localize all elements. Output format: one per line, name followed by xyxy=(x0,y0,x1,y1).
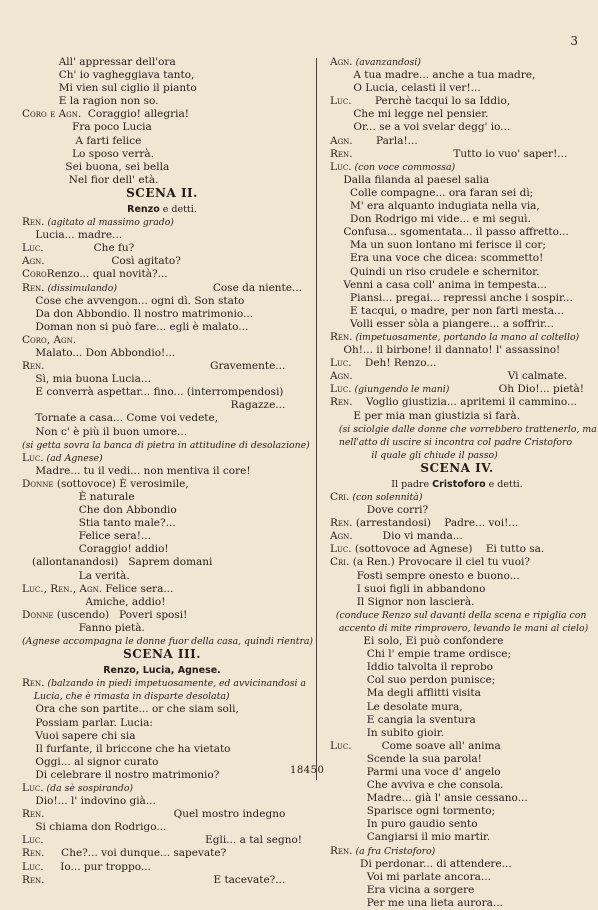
stage-direction: nell'atto di uscire si incontra col padre Cristoforo xyxy=(330,436,573,448)
speaker-label: Donne xyxy=(22,477,54,490)
verse-text: Iddio talvolta il reprobo xyxy=(330,661,493,674)
verse-line xyxy=(22,717,302,730)
verse-text: All' appressar dell'ora xyxy=(22,56,176,68)
stage-direction: Lucia, che è rimasta in disparte desolata) xyxy=(22,691,230,703)
verse-text: Renzo... qual novità?... xyxy=(46,268,168,281)
verse-text: Dio vi manda... xyxy=(352,530,463,543)
verse-text: Colle compagne... ora faran sei dì; xyxy=(330,186,534,199)
speaker-label: Donne xyxy=(22,608,54,621)
verse-line xyxy=(330,831,584,844)
stage-direction: (avanzandosi) xyxy=(352,57,421,68)
verse-text: Sparisce ogni tormento; xyxy=(330,805,496,818)
verse-line xyxy=(330,423,597,436)
verse-line xyxy=(22,308,302,321)
verse-line xyxy=(22,530,302,543)
verse-line xyxy=(330,845,584,858)
verse-text: Era vicina a sorgere xyxy=(330,883,475,896)
verse-line xyxy=(330,661,584,674)
verse-line xyxy=(330,674,584,687)
verse-line xyxy=(330,543,584,556)
verse-line xyxy=(22,56,302,69)
verse-line xyxy=(330,583,584,596)
stage-direction: il quale gli chiude il passo) xyxy=(330,449,498,461)
verse-text: Che avviva e che consola. xyxy=(330,779,504,792)
verse-line xyxy=(330,740,584,753)
verse-line xyxy=(22,556,302,569)
verse-text: Di celebrare il nostro matrimonio? xyxy=(22,768,220,781)
verse-text: (sottovoce ad Agnese) Ei tutto sa. xyxy=(351,543,545,556)
verse-line xyxy=(330,622,589,635)
verse-line xyxy=(22,242,302,255)
verse-line xyxy=(330,884,584,897)
stage-direction: (balzando in piedi impetuosamente, ed avvicinandosi a xyxy=(44,678,306,690)
stage-direction: (agitato al massimo grado) xyxy=(44,217,174,229)
verse-text: Coraggio! addio! xyxy=(22,543,169,556)
stage-direction: (si getta sovra la banca di pietra in attitudine di desolazione) xyxy=(22,439,310,451)
verse-text: Lucia... madre... xyxy=(22,229,123,242)
verse-line xyxy=(22,609,302,622)
stage-direction: (impetuosamente, portando la mano al coltello) xyxy=(352,331,580,343)
verse-text: Lo sposo verrà. xyxy=(22,147,154,160)
verse-text: Che?... voi dunque... sapevate? xyxy=(44,847,227,860)
speaker-label: Ren. xyxy=(22,808,45,821)
verse-text: Doman non si può fare... egli è malato... xyxy=(22,320,249,333)
verse-line xyxy=(22,769,302,782)
verse-line xyxy=(330,792,584,805)
verse-line xyxy=(22,730,302,743)
verse-line xyxy=(22,795,302,808)
verse-line xyxy=(22,295,302,308)
character-name: e detti. xyxy=(159,203,197,215)
verse-text: Sì, mia buona Lucia... xyxy=(22,373,151,386)
verse-line xyxy=(22,360,302,373)
verse-line xyxy=(330,357,584,370)
verse-text: Don Rodrigo mi vide... e mi seguì. xyxy=(330,213,531,226)
verse-line xyxy=(330,187,584,200)
verse-text: Confusa... sgomentata... il passo affretto... xyxy=(330,226,569,239)
verse-text: Per me una lieta aurora... xyxy=(330,896,503,909)
verse-text: M' era alquanto indugiata nella via, xyxy=(330,200,540,213)
verse-text: Perchè tacqui lo sa Iddio, xyxy=(351,95,511,108)
verse-line xyxy=(330,292,584,305)
verse-text: Fanno pietà. xyxy=(22,621,145,634)
verse-text: Felice sera... xyxy=(102,582,174,595)
verse-text: Madre... già l' ansie cessano... xyxy=(330,792,528,805)
verse-text: Tornate a casa... Come voi vedete, xyxy=(22,412,219,425)
verse-text: (allontanandosi) Saprem domani xyxy=(22,556,213,569)
verse-line xyxy=(330,504,584,517)
verse-text: (sottovoce) È verosimile, xyxy=(53,477,189,490)
verse-line xyxy=(330,121,584,134)
verse-line xyxy=(330,701,584,714)
verse-text-continued: Ragazze... xyxy=(230,399,302,412)
speaker-label: Luc. xyxy=(22,781,44,794)
verse-text: In subito gioir. xyxy=(330,726,445,739)
verse-text: Oggi... al signor curato xyxy=(22,755,159,768)
verse-text: Dalla filanda al paesel salia xyxy=(330,173,490,186)
verse-text: Deh! Renzo... xyxy=(351,357,437,370)
speaker-label: Ren. xyxy=(22,677,45,690)
character-name: Renzo, Lucia, Agnese. xyxy=(103,665,221,677)
verse-line xyxy=(330,491,584,504)
verse-text: Che fu? xyxy=(43,242,135,255)
verse-text: Vuoi sapere chi sia xyxy=(22,729,136,742)
scene-heading: SCENA II. xyxy=(126,185,198,200)
verse-line xyxy=(22,268,302,281)
verse-text: Non c' è più il buon umore... xyxy=(22,425,188,438)
page-number: 3 xyxy=(570,34,578,48)
verse-line xyxy=(330,517,584,530)
verse-line xyxy=(22,808,302,821)
verse-line xyxy=(22,465,302,478)
verse-line xyxy=(22,108,302,121)
verse-line xyxy=(22,347,302,360)
speaker-label: Agn. xyxy=(330,530,353,543)
verse-text: Nel fior dell' età. xyxy=(22,173,159,186)
stage-direction: (conduce Renzo sul davanti della scena e ripiglia con xyxy=(330,609,587,621)
verse-text: Oh!... il birbone! il dannato! l' assassino! xyxy=(330,344,561,357)
stage-direction: (si sciolgie dalle donne che vorrebbero trattenerlo, ma xyxy=(330,423,597,435)
verse-line xyxy=(22,703,302,716)
verse-text: (a Ren.) Provocare il ciel tu vuoi? xyxy=(349,556,531,569)
stage-direction: (dissimulando) xyxy=(44,282,117,294)
footer-code: 18450 xyxy=(290,765,325,776)
verse-text: Ch' io vagheggiava tanto, xyxy=(22,69,195,82)
verse-line xyxy=(22,439,310,452)
verse-line xyxy=(330,530,584,543)
scene-characters xyxy=(22,664,302,677)
stage-direction: (con solennità) xyxy=(349,492,423,503)
speaker-label: Ren. xyxy=(22,847,45,860)
verse-line xyxy=(22,282,302,295)
verse-text: Ma un suon lontano mi ferisce il cor; xyxy=(330,239,546,252)
verse-text: Possiam parlar. Lucia: xyxy=(22,716,153,729)
verse-text: Chi l' empie trame ordisce; xyxy=(330,648,512,661)
verse-text: (uscendo) Poveri sposi! xyxy=(53,608,188,621)
verse-text: Fra poco Lucia xyxy=(22,121,152,134)
verse-text: Piansi... pregai... repressi anche i sospir... xyxy=(330,291,573,304)
verse-line xyxy=(330,95,584,108)
verse-line xyxy=(330,226,584,239)
verse-text: Sei buona, sei bella xyxy=(22,160,170,173)
verse-line xyxy=(22,821,302,834)
speaker-label: Ren. xyxy=(330,330,353,343)
verse-text: Io... pur troppo... xyxy=(43,860,151,873)
speaker-label: Luc. xyxy=(330,160,352,173)
verse-line xyxy=(22,596,302,609)
verse-line xyxy=(330,556,584,569)
character-name: e detti. xyxy=(485,478,523,490)
verse-line xyxy=(330,779,584,792)
verse-text: Ma degli afflitti visita xyxy=(330,687,481,700)
verse-text-continued: Gravemente... xyxy=(210,360,302,373)
verse-line xyxy=(330,69,584,82)
speaker-label: Luc. xyxy=(22,242,44,255)
speaker-label: Luc., Ren., Agn. xyxy=(22,582,103,595)
verse-text: È naturale xyxy=(22,491,135,503)
verse-text: Stia tanto male?... xyxy=(22,517,176,530)
verse-text: Venni a casa coll' anima in tempesta... xyxy=(330,278,547,291)
verse-text: Or... se a voi svelar degg' io... xyxy=(330,121,511,134)
verse-text-continued: E tacevate?... xyxy=(213,873,302,886)
verse-line xyxy=(330,570,584,583)
verse-text: Che mi legge nel pensier. xyxy=(330,108,489,121)
verse-text-continued: Tutto io vuo' saper!... xyxy=(453,147,584,160)
verse-line xyxy=(330,766,584,779)
verse-line xyxy=(330,436,584,449)
verse-text: Era una voce che dicea: scommetto! xyxy=(330,252,544,265)
verse-text: Mi vien sul ciglio il pianto xyxy=(22,82,197,95)
verse-line xyxy=(330,648,584,661)
verse-line xyxy=(330,753,584,766)
verse-text-continued: Quel mostro indegno xyxy=(173,808,302,821)
verse-line xyxy=(330,266,584,279)
verse-line xyxy=(330,714,584,727)
stage-direction: (a fra Cristoforo) xyxy=(352,845,436,857)
verse-line xyxy=(22,491,302,504)
speaker-label: Coro e Agn. xyxy=(22,108,82,121)
verse-line xyxy=(330,239,584,252)
verse-text-continued: Vi calmate. xyxy=(507,370,584,383)
verse-line xyxy=(330,396,584,409)
verse-line xyxy=(330,596,584,609)
speaker-label: Agn. xyxy=(330,56,353,68)
verse-text: Le desolate mura, xyxy=(330,700,463,713)
verse-text: E converrà aspettar... fino... (interrompendosi) xyxy=(22,386,284,399)
speaker-label: Cri. xyxy=(330,556,350,569)
verse-line xyxy=(22,69,302,82)
scene-heading: SCENA IV. xyxy=(420,460,494,475)
verse-text: Malato... Don Abbondio!... xyxy=(22,346,176,359)
speaker-label: Ren. xyxy=(330,844,353,857)
verse-text: Volli esser sòla a piangere... a soffrir... xyxy=(330,317,554,330)
verse-text: A farti felice xyxy=(22,134,142,147)
speaker-label: Luc. xyxy=(22,860,44,873)
verse-text: Coraggio! allegria! xyxy=(81,108,189,121)
verse-text: Fosti sempre onesto e buono... xyxy=(330,569,520,582)
stage-direction: (Agnese accompagna le donne fuor della casa, quindi rientra) xyxy=(22,636,314,648)
verse-line xyxy=(22,373,302,386)
speaker-label: Agn. xyxy=(330,370,353,383)
verse-line xyxy=(330,279,584,292)
verse-line xyxy=(330,344,584,357)
verse-line xyxy=(22,677,306,690)
verse-text: Parla!... xyxy=(352,134,418,147)
verse-line xyxy=(330,449,584,462)
verse-text: Ei solo, Ei può confondere xyxy=(330,635,504,648)
speaker-label: Agn. xyxy=(330,134,353,147)
stage-direction: (da sè sospirando) xyxy=(43,782,134,794)
verse-line xyxy=(330,727,584,740)
right-column xyxy=(330,56,597,910)
scene-heading: SCENA III. xyxy=(123,647,201,662)
verse-text-continued: Cose da niente... xyxy=(212,281,302,294)
verse-text: I suoi figli in abbandono xyxy=(330,582,486,595)
verse-text-continued: Egli... a tal segno! xyxy=(205,834,302,847)
verse-line xyxy=(330,818,584,831)
verse-line xyxy=(22,216,302,229)
character-name: Il padre xyxy=(391,478,433,490)
verse-line xyxy=(330,858,584,871)
verse-line xyxy=(330,370,584,383)
verse-line xyxy=(22,782,302,795)
verse-line xyxy=(330,805,584,818)
speaker-label: Ren. xyxy=(330,147,353,160)
verse-line xyxy=(330,410,584,423)
verse-text: Quindi un riso crudele e schernitor. xyxy=(330,265,540,278)
stage-direction: (con voce commossa) xyxy=(351,161,456,173)
verse-line xyxy=(22,334,302,347)
verse-line xyxy=(330,635,584,648)
verse-line xyxy=(22,478,302,491)
speaker-label: Luc. xyxy=(330,357,352,370)
speaker-label: Ren. xyxy=(22,216,45,229)
column-divider xyxy=(316,58,317,780)
verse-text: E cangia la sventura xyxy=(330,713,476,726)
verse-line xyxy=(330,871,584,884)
verse-line xyxy=(22,504,302,517)
verse-line xyxy=(330,161,584,174)
verse-line xyxy=(330,383,584,396)
verse-line xyxy=(330,331,584,344)
verse-text: Così agitato? xyxy=(44,255,181,268)
verse-line xyxy=(22,543,302,556)
scene-characters xyxy=(330,478,584,491)
verse-line xyxy=(22,622,302,635)
verse-text: Cose che avvengon... ogni dì. Son stato xyxy=(22,294,245,307)
verse-text: Che don Abbondio xyxy=(22,504,177,517)
verse-text: Col suo perdon punisce; xyxy=(330,674,496,687)
verse-text: In puro gaudio sento xyxy=(330,818,478,831)
verse-line xyxy=(22,517,302,530)
verse-line xyxy=(22,412,302,425)
speaker-label: Ren. xyxy=(22,873,45,886)
verse-line xyxy=(330,56,584,69)
verse-line xyxy=(22,743,302,756)
speaker-label: Luc. xyxy=(330,383,352,396)
verse-line xyxy=(22,583,302,596)
stage-direction: accento di mite rimprovero, levando le mani al cielo) xyxy=(330,622,589,634)
verse-line xyxy=(22,386,302,399)
verse-line xyxy=(22,161,302,174)
verse-text: Parmi una voce d' angelo xyxy=(330,765,501,778)
speaker-label: Luc. xyxy=(330,543,352,556)
verse-text: E per mia man giustizia si farà. xyxy=(330,409,521,422)
verse-text: (arrestandosi) Padre... voi!... xyxy=(352,517,519,530)
verse-text: Madre... tu il vedi... non mentiva il core! xyxy=(22,464,251,477)
stage-direction: (giungendo le mani) xyxy=(351,384,450,396)
verse-text: E tacqui, o madre, per non farti mesta... xyxy=(330,304,565,317)
verse-text: Voi mi parlate ancora... xyxy=(330,870,491,883)
speaker-label: Ren. xyxy=(22,360,45,373)
speaker-label: Coro, Agn. xyxy=(22,333,77,346)
verse-line xyxy=(330,213,584,226)
verse-line xyxy=(22,690,302,703)
verse-text: Di perdonar... di attendere... xyxy=(330,857,512,870)
verse-line xyxy=(22,861,302,874)
character-name: Renzo xyxy=(127,203,160,215)
verse-line xyxy=(330,82,584,95)
verse-line xyxy=(22,174,302,187)
verse-line xyxy=(22,321,302,334)
verse-text: Ora che son partite... or che siam soli, xyxy=(22,703,239,716)
speaker-label: Luc. xyxy=(22,834,44,847)
verse-line xyxy=(22,148,302,161)
verse-line xyxy=(22,874,302,887)
verse-line xyxy=(330,200,584,213)
speaker-label: Cri. xyxy=(330,491,350,503)
character-name: Cristoforo xyxy=(432,478,486,490)
verse-line xyxy=(22,834,302,847)
speaker-label: Luc. xyxy=(330,95,352,108)
verse-text: Dio!... l' indovino già... xyxy=(22,795,156,808)
verse-text: Si chiama don Rodrigo... xyxy=(22,821,167,834)
verse-line xyxy=(22,570,302,583)
verse-line xyxy=(330,252,584,265)
verse-text: Il Signor non lascierà. xyxy=(330,595,475,608)
verse-line xyxy=(330,108,584,121)
verse-line xyxy=(22,121,302,134)
speaker-label: Coro xyxy=(22,268,47,281)
verse-line xyxy=(330,897,584,910)
verse-text: A tua madre... anche a tua madre, xyxy=(330,69,536,82)
speaker-label: Ren. xyxy=(22,281,45,294)
verse-text: Come soave all' anima xyxy=(351,739,501,752)
speaker-label: Luc. xyxy=(330,739,352,752)
verse-line xyxy=(22,426,302,439)
speaker-label: Agn. xyxy=(22,255,45,268)
verse-text-continued: Oh Dio!... pietà! xyxy=(498,383,584,396)
verse-line xyxy=(330,318,584,331)
verse-line xyxy=(22,135,302,148)
speaker-label: Ren. xyxy=(330,517,353,530)
stage-direction: (ad Agnese) xyxy=(43,452,103,464)
verse-line xyxy=(22,756,302,769)
verse-line xyxy=(22,255,302,268)
verse-line xyxy=(330,174,584,187)
verse-line xyxy=(330,609,587,622)
verse-text: Da don Abbondio. Il nostro matrimonio... xyxy=(22,307,254,320)
verse-text: Felice sera!... xyxy=(22,530,151,543)
verse-text: La verità. xyxy=(22,569,130,582)
verse-text: Voglio giustizia... apritemi il cammino... xyxy=(352,396,578,409)
verse-line xyxy=(22,229,302,242)
verse-line xyxy=(330,687,584,700)
verse-line xyxy=(330,305,584,318)
verse-text: Scende la sua parola! xyxy=(330,752,482,765)
verse-line xyxy=(22,95,302,108)
verse-line xyxy=(22,452,302,465)
verse-line xyxy=(330,148,584,161)
verse-text: Cangiarsi il mio martir. xyxy=(330,831,491,844)
verse-line xyxy=(22,399,302,412)
verse-text: Amiche, addio! xyxy=(22,595,166,608)
scene-characters xyxy=(22,203,302,216)
verse-line xyxy=(330,135,584,148)
verse-text: O Lucia, celasti il ver!... xyxy=(330,82,481,95)
verse-text: Dove corri? xyxy=(330,504,429,517)
verse-line xyxy=(22,847,302,860)
verse-line xyxy=(22,82,302,95)
speaker-label: Luc. xyxy=(22,451,44,464)
verse-text: Il furfante, il briccone che ha vietato xyxy=(22,742,231,755)
verse-text: E la ragion non so. xyxy=(22,95,159,108)
speaker-label: Ren. xyxy=(330,396,353,409)
